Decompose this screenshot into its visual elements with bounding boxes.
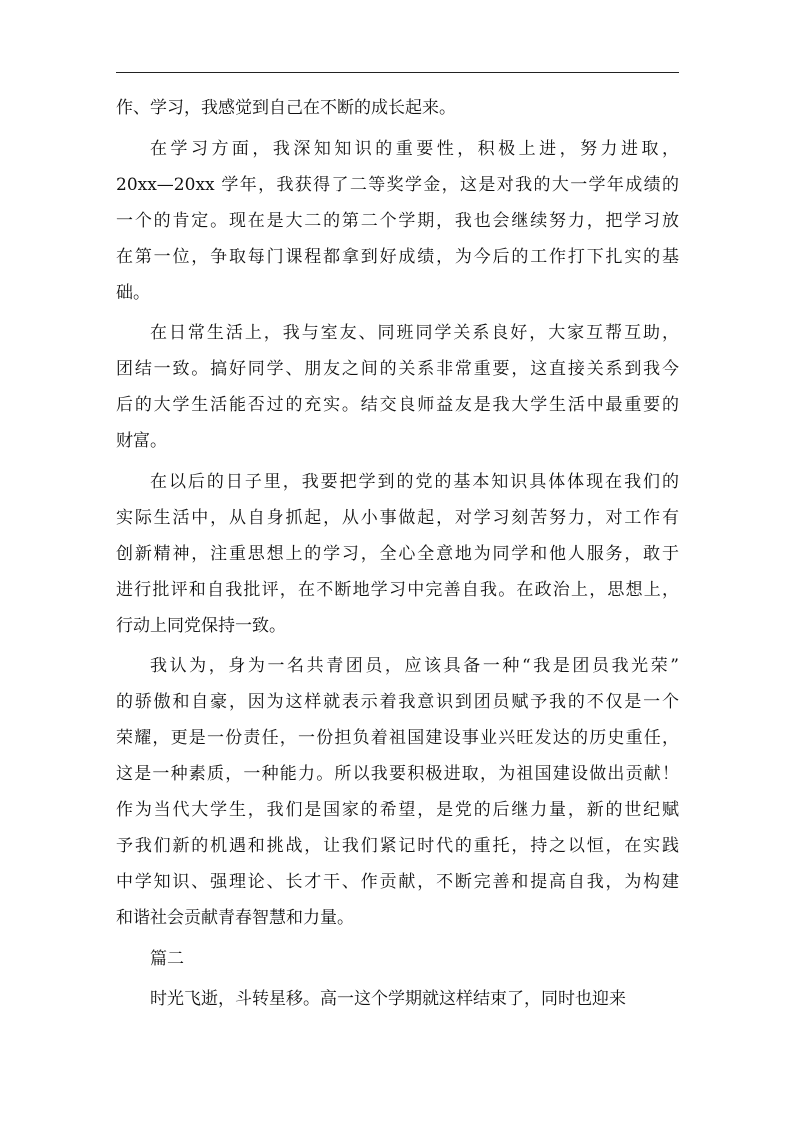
text-line: 这是一种素质，一种能力。所以我要积极进取，为祖国建设做出贡献！ [116,764,679,784]
paragraph [116,981,679,1017]
text-line: 的骄傲和自豪，因为这样就表示着我意识到团员赋予我的不仅是一个 [116,692,679,712]
text-line: 在第一位，争取每门课程都拿到好成绩，为今后的工作打下扎实的基 [116,246,679,267]
paragraph [116,315,679,459]
text-line: 在日常生活上，我与室友、同班同学关系良好，大家互帮互助， [150,323,679,343]
text-line: 财富。 [116,431,167,451]
text-line: 团结一致。搞好同学、朋友之间的关系非常重要，这直接关系到我今 [116,359,679,379]
text-line: 一个的肯定。现在是大二的第二个学期，我也会继续努力，把学习放 [116,210,679,231]
text-line: 进行批评和自我批评，在不断地学习中完善自我。在政治上，思想上， [116,579,679,600]
text-line: 在学习方面，我深知知识的重要性，积极上进，努力进取， [150,138,679,159]
paragraph [116,464,679,644]
text-line: 荣耀，更是一份责任，一份担负着祖国建设事业兴旺发达的历史重任， [116,728,679,748]
text-line: 后的大学生活能否过的充实。结交良师益友是我大学生活中最重要的 [116,395,679,415]
section-heading [116,941,679,977]
document-body [116,90,679,1017]
text-line: 和谐社会贡献青春智慧和力量。 [116,908,354,928]
text-line: 创新精神，注重思想上的学习，全心全意地为同学和他人服务，敢于 [116,543,679,564]
text-line: 实际生活中，从自身抓起，从小事做起，对学习刻苦努力，对工作有 [116,507,679,528]
header-rule [116,72,679,73]
paragraph [116,648,679,936]
text-line: 时光飞逝，斗转星移。高一这个学期就这样结束了，同时也迎来 [150,989,626,1009]
text-line: 在以后的日子里，我要把学到的党的基本知识具体体现在我们的 [150,471,679,492]
text-line: 我认为，身为一名共青团员，应该具备一种“我是团员我光荣” [150,656,679,676]
text-line: 中学知识、强理论、长才干、作贡献，不断完善和提高自我，为构建 [116,872,679,892]
text-line: 础。 [116,282,150,303]
text-line: 予我们新的机遇和挑战，让我们紧记时代的重托，持之以恒，在实践 [116,836,679,856]
paragraph [116,90,679,126]
text-line: 作为当代大学生，我们是国家的希望，是党的后继力量，新的世纪赋 [116,800,679,820]
text-line: 行动上同党保持一致。 [116,615,286,636]
text-line: 篇二 [150,948,184,969]
text-line: 作、学习，我感觉到自己在不断的成长起来。 [116,98,456,118]
text-line: 20xx—20xx 学年，我获得了二等奖学金，这是对我的大一学年成绩的 [116,174,679,195]
paragraph [116,131,679,311]
